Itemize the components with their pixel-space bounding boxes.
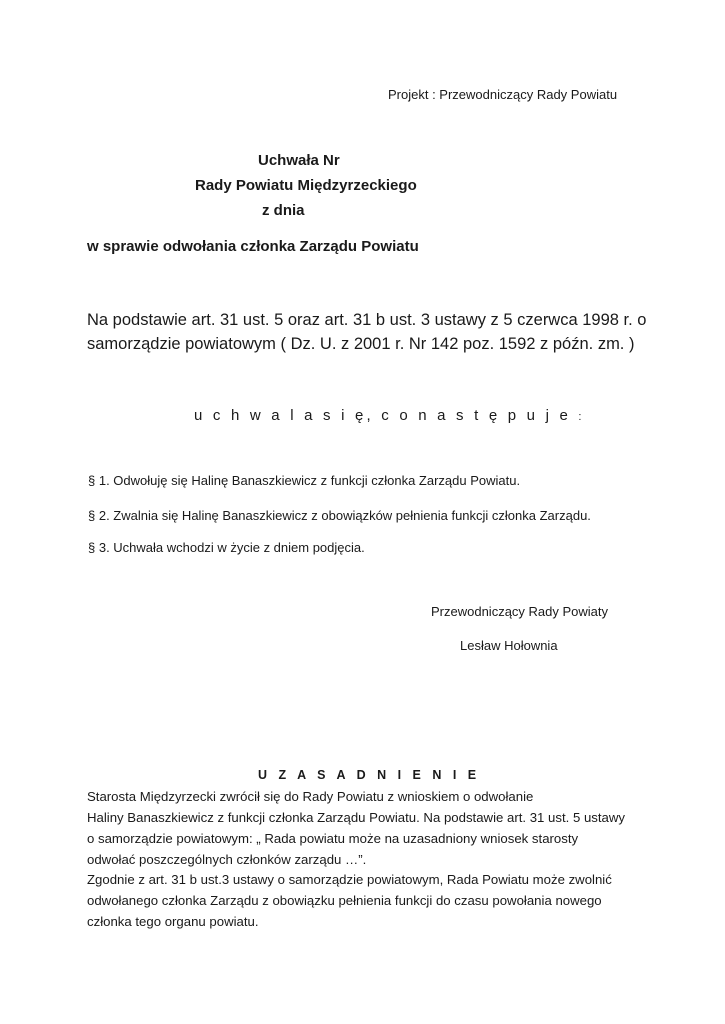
resolves-text: u c h w a l a s i ę, c o n a s t ę p u j e [194,407,572,424]
resolution-title-council: Rady Powiatu Międzyrzeckiego [195,177,417,194]
resolution-title-number: Uchwała Nr [258,152,340,169]
legal-basis-line-2: samorządzie powiatowym ( Dz. U. z 2001 r. Nr 142 poz. 1592 z późn. zm. ) [87,335,635,353]
justification-line-6: odwołanego członka Zarządu z obowiązku pełnienia funkcji do czasu powołania nowego [87,893,602,908]
legal-basis-line-1: Na podstawie art. 31 ust. 5 oraz art. 31 b ust. 3 ustawy z 5 czerwca 1998 r. o [87,311,647,329]
paragraph-1: § 1. Odwołuję się Halinę Banaszkiewicz z funkcji członka Zarządu Powiatu. [88,473,521,488]
justification-line-4: odwołać poszczególnych członków zarządu …”. [87,852,367,867]
resolves-clause [194,407,581,424]
justification-line-1: Starosta Międzyrzecki zwrócił się do Rady Powiatu z wnioskiem o odwołanie [87,789,534,804]
justification-line-7: członka tego organu powiatu. [87,914,259,929]
justification-heading: U Z A S A D N I E N I E [258,768,481,782]
paragraph-2: § 2. Zwalnia się Halinę Banaszkiewicz z obowiązków pełnienia funkcji członka Zarządu. [88,508,591,523]
resolution-title-date: z dnia [262,202,305,219]
justification-line-5: Zgodnie z art. 31 b ust.3 ustawy o samorządzie powiatowym, Rada Powiatu może zwolnić [87,872,612,887]
paragraph-3: § 3. Uchwała wchodzi w życie z dniem podjęcia. [88,540,365,555]
resolves-colon: : [578,411,582,423]
resolution-subject: w sprawie odwołania członka Zarządu Powiatu [87,238,419,255]
project-note: Projekt : Przewodniczący Rady Powiatu [388,87,618,102]
justification-line-2: Haliny Banaszkiewicz z funkcji członka Zarządu Powiatu. Na podstawie art. 31 ust. 5 ustawy [87,810,626,825]
justification-line-3: o samorządzie powiatowym: „ Rada powiatu może na uzasadniony wniosek starosty [87,831,579,846]
signature-name: Lesław Hołownia [460,638,558,653]
signature-role: Przewodniczący Rady Powiaty [431,604,609,619]
